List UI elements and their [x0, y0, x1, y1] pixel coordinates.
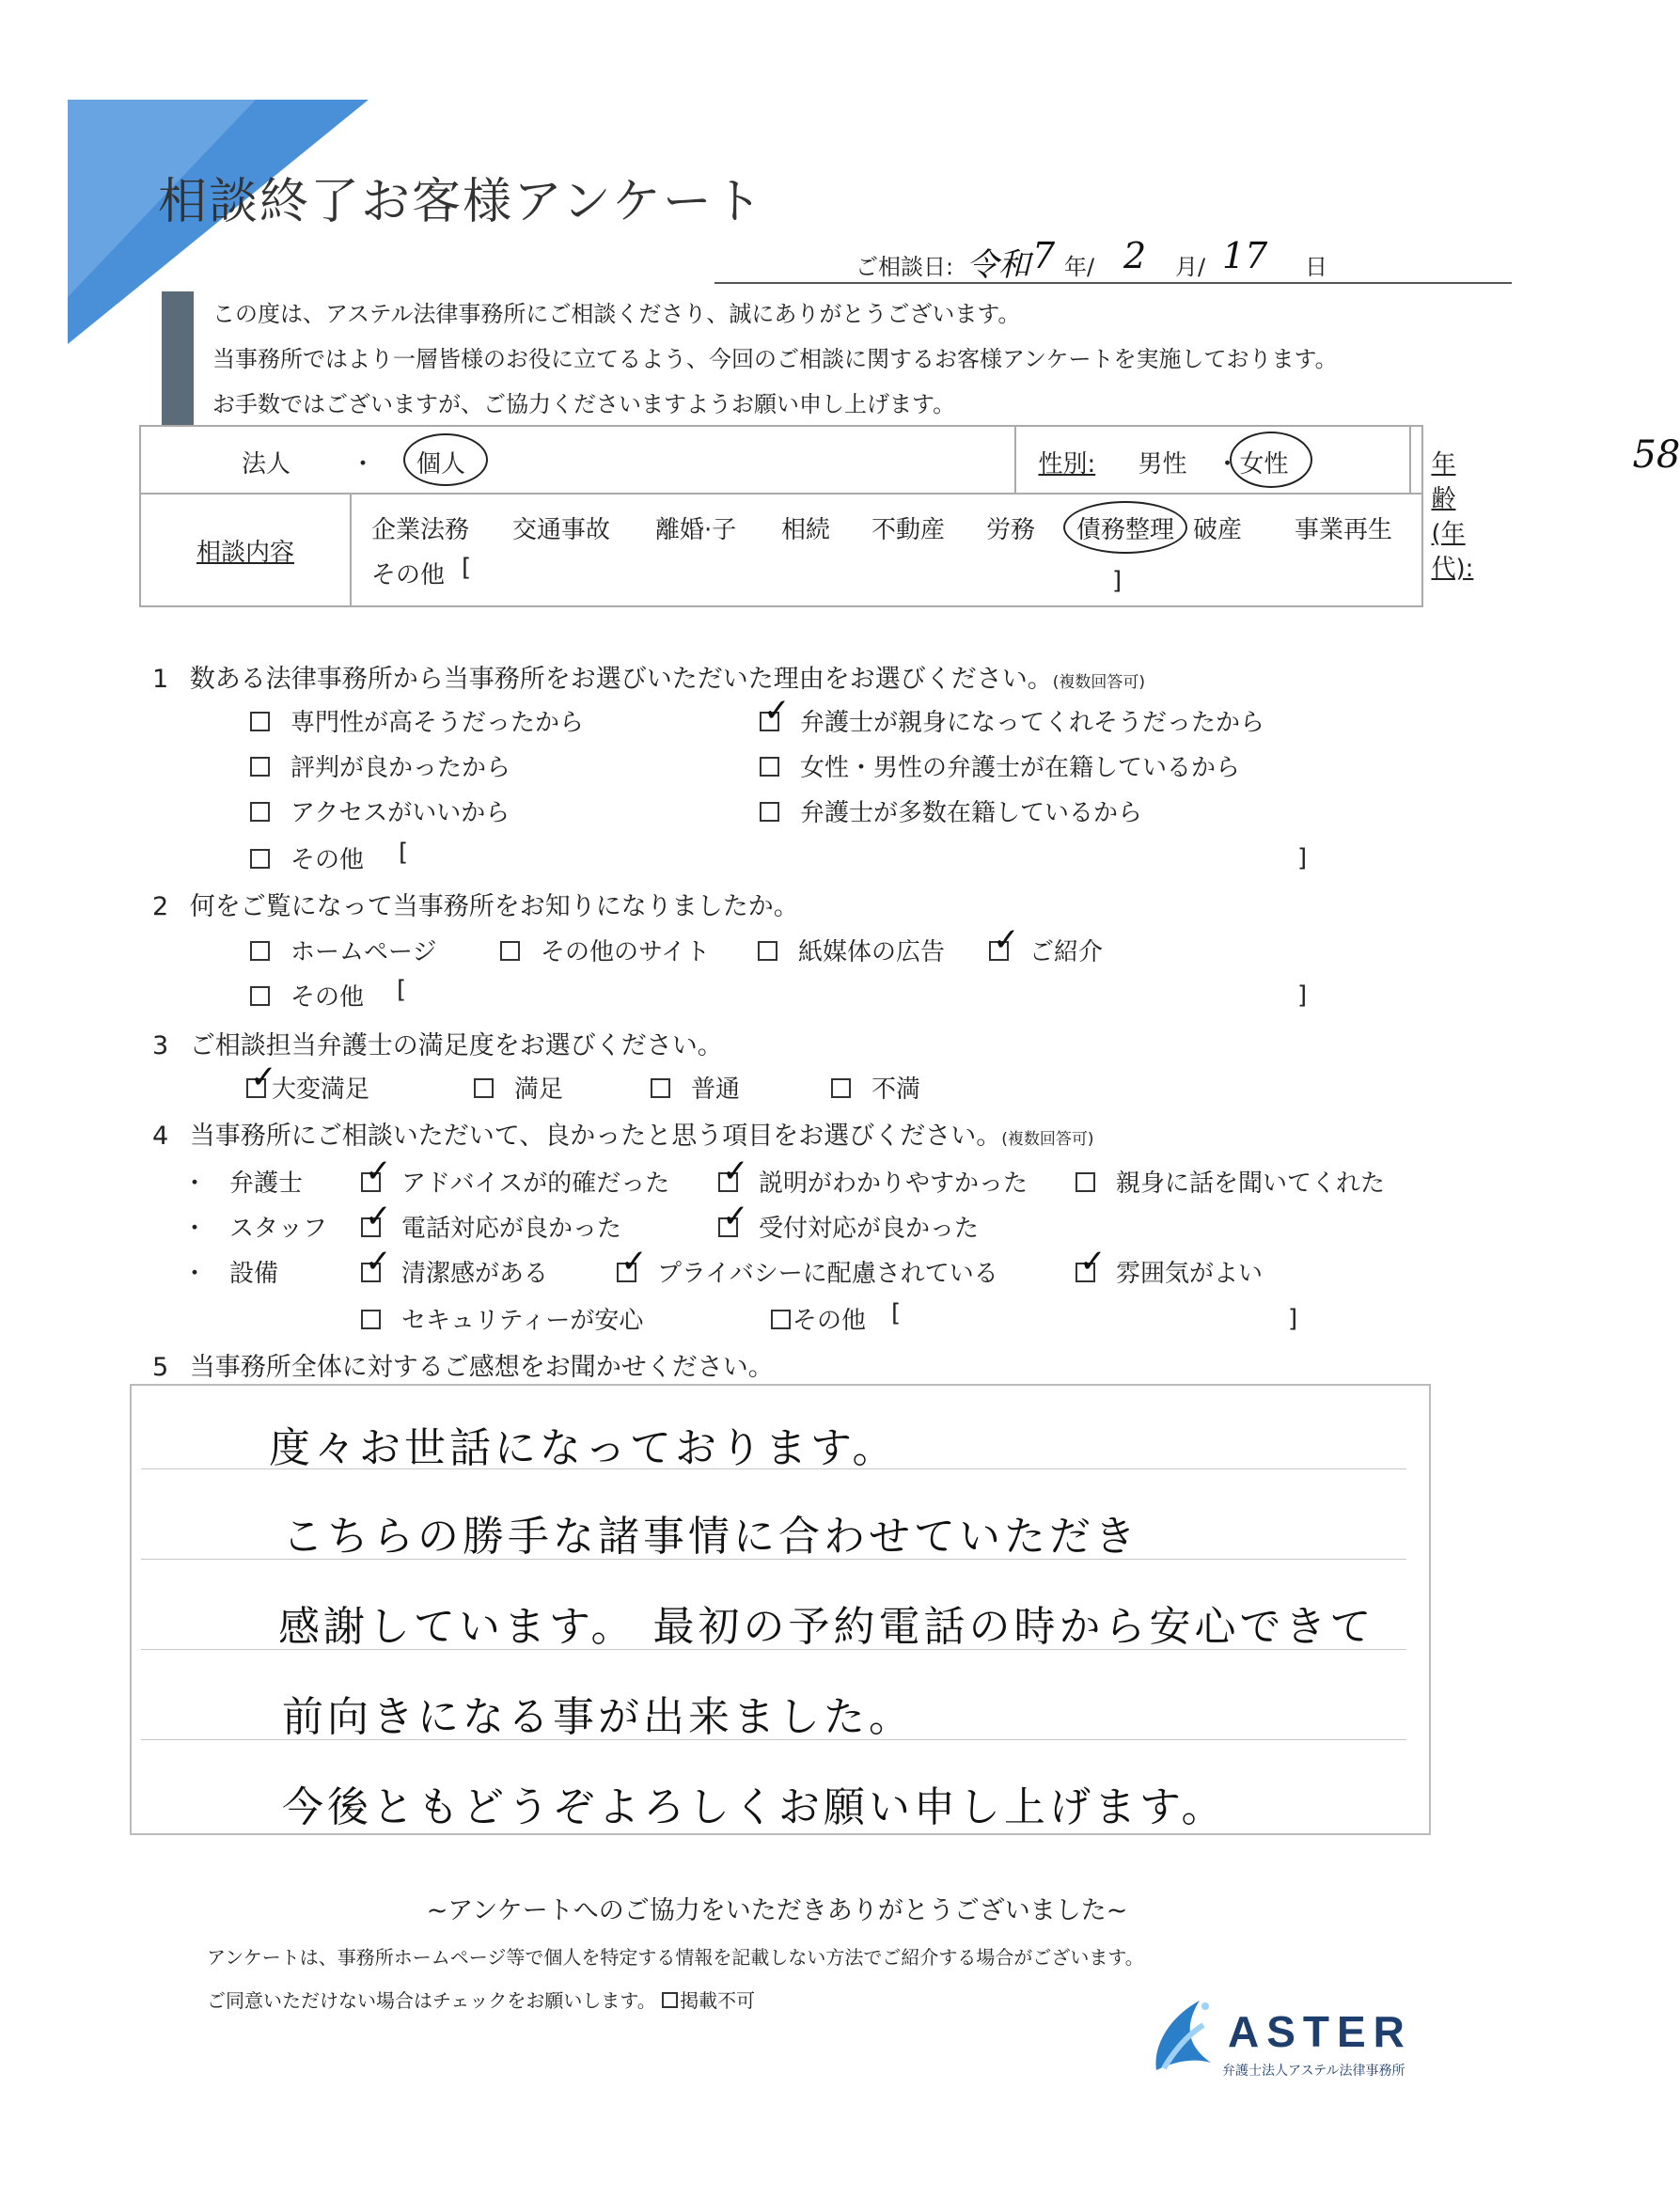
q4-facility-privacy[interactable] [617, 1254, 998, 1289]
option-label: 紙媒体の広告 [798, 938, 946, 966]
checkbox[interactable] [250, 802, 270, 822]
q2-other-open: [ [397, 976, 407, 1004]
checkbox[interactable] [760, 802, 779, 822]
date-year: 7 [1032, 235, 1056, 276]
q3-option-dissatisfied[interactable] [831, 1070, 920, 1105]
q2-option-other[interactable] [250, 978, 364, 1013]
comment-line-5: 今後ともどうぞよろしくお願い申し上げます。 [282, 1783, 1227, 1831]
q2-number: 2 [152, 892, 169, 921]
option-label: その他のサイト [541, 938, 711, 966]
category-divorce[interactable]: 離婚·子 [655, 516, 737, 544]
checkbox-checked[interactable] [1076, 1263, 1095, 1282]
gender-separator: ・ [1215, 450, 1240, 479]
checkbox[interactable] [250, 757, 270, 777]
q4-facility-atmosphere[interactable] [1076, 1254, 1263, 1289]
q2-option-referral[interactable] [989, 933, 1103, 967]
category-inheritance[interactable]: 相続 [781, 516, 831, 544]
q4-staff-reception[interactable] [718, 1209, 979, 1244]
q3-text: ご相談担当弁護士の満足度をお選びください。 [189, 1031, 723, 1060]
date-month: 2 [1123, 235, 1147, 276]
option-label: 受付対応が良かった [759, 1215, 980, 1243]
option-label: 満足 [514, 1075, 564, 1104]
comment-line-4: 前向きになる事が出来ました。 [282, 1693, 914, 1741]
q4-staff-phone[interactable] [361, 1209, 621, 1244]
respondent-info-table [139, 425, 1680, 607]
checkbox[interactable] [250, 941, 270, 961]
checkbox[interactable] [361, 1310, 381, 1329]
logo-subtitle: 弁護士法人アステル法律事務所 [1222, 2064, 1405, 2079]
male-option[interactable]: 男性 [1138, 450, 1187, 479]
footer-note-1: アンケートは、事務所ホームページ等で個人を特定する情報を記載しない方法でご紹介する場合がございます。 [207, 1946, 1144, 1969]
checkbox-checked[interactable] [718, 1217, 738, 1237]
gender-cell [1015, 426, 1410, 494]
consult-label-cell [140, 494, 351, 606]
q4-bullet-facility: ・ [182, 1260, 208, 1288]
q3-heading [152, 1025, 723, 1061]
female-option[interactable]: 女性 [1239, 450, 1289, 479]
entity-separator: ・ [351, 450, 376, 479]
q2-option-other-site[interactable] [500, 933, 710, 967]
q1-option-6[interactable] [760, 793, 1142, 828]
option-label: その他 [793, 1307, 867, 1335]
category-traffic[interactable]: 交通事故 [512, 516, 611, 544]
q4-text: 当事務所にご相談いただいて、良かったと思う項目をお選びください。 [189, 1122, 1002, 1151]
option-label: 弁護士が多数在籍しているから [800, 799, 1143, 827]
q4-facility-other[interactable] [771, 1301, 866, 1336]
q1-heading [152, 658, 1145, 695]
q2-text: 何をご覧になって当事務所をお知りになりましたか。 [189, 892, 799, 921]
logo-name: ASTER [1228, 2007, 1412, 2056]
aster-logo-icon [1143, 1997, 1218, 2081]
intro-line-3: お手数ではございますが、ご協力くださいますようお願い申し上げます。 [212, 391, 956, 417]
q1-option-5[interactable] [250, 793, 510, 828]
q1-other-open: [ [399, 839, 409, 867]
intro-line-1: この度は、アステル法律事務所にご相談くださり、誠にありがとうございます。 [212, 301, 1021, 327]
q1-note: (複数回答可) [1052, 673, 1146, 692]
q4-other-open: [ [891, 1299, 902, 1327]
q4-lawyer-advice[interactable] [361, 1164, 669, 1199]
intro-accent-bar [162, 291, 194, 427]
category-other[interactable]: その他 [371, 561, 446, 589]
option-label: ご紹介 [1029, 938, 1104, 966]
gender-label: 性別: [1038, 450, 1096, 479]
q1-option-2[interactable] [760, 703, 1264, 738]
category-other-close: ] [1112, 567, 1123, 595]
option-label: アドバイスが的確だった [401, 1170, 670, 1198]
category-real-estate[interactable]: 不動産 [871, 516, 946, 544]
entity-cell [140, 426, 1015, 494]
q5-number: 5 [152, 1353, 169, 1382]
option-label: 説明がわかりやすかった [759, 1170, 1028, 1198]
q4-facility-clean[interactable] [361, 1254, 548, 1289]
page-title: 相談終了お客様アンケート [158, 174, 764, 230]
checkbox-checked[interactable] [361, 1172, 381, 1192]
checkbox-checked[interactable] [989, 941, 1009, 961]
checkbox[interactable] [831, 1078, 851, 1098]
age-label: 年齢(年代): [1431, 450, 1474, 583]
date-day: 17 [1222, 235, 1268, 276]
q1-other-close: ] [1297, 844, 1308, 872]
q1-option-3[interactable] [250, 748, 510, 783]
q4-number: 4 [152, 1122, 169, 1151]
date-era: 令和 [966, 246, 1030, 284]
q4-lawyer-label: 弁護士 [229, 1170, 304, 1198]
kojin-option[interactable]: 個人 [416, 450, 466, 479]
q3-option-normal[interactable] [651, 1070, 740, 1105]
option-label: 清潔感がある [401, 1260, 549, 1288]
q2-option-print-ad[interactable] [758, 933, 945, 967]
footer-note-2-text: ご同意いただけない場合はチェックをお願いします。 [207, 1989, 656, 2012]
date-day-unit: 日 [1305, 254, 1327, 280]
checkbox[interactable] [250, 986, 270, 1006]
q4-note: (複数回答可) [1001, 1130, 1094, 1149]
q2-heading [152, 886, 799, 922]
consult-content-label: 相談内容 [196, 538, 294, 567]
option-label: 親身に話を聞いてくれた [1116, 1170, 1386, 1198]
q1-number: 1 [152, 665, 169, 694]
option-label: 専門性が高そうだったから [290, 709, 585, 737]
comment-line-1: 度々お世話になっております。 [269, 1424, 898, 1472]
checkbox-checked[interactable] [617, 1263, 636, 1282]
footer-note-2 [207, 1986, 755, 2013]
q1-option-4[interactable] [760, 748, 1240, 783]
checkbox[interactable] [760, 757, 779, 777]
category-debt[interactable]: 債務整理 [1076, 516, 1175, 544]
q4-bullet-staff: ・ [182, 1215, 208, 1243]
option-label: 評判が良かったから [290, 754, 511, 782]
q4-facility-security[interactable] [361, 1301, 643, 1336]
consult-date [714, 235, 1512, 284]
checkbox-checked[interactable] [246, 1078, 266, 1098]
q5-heading [152, 1346, 774, 1383]
category-labor[interactable]: 労務 [986, 516, 1036, 544]
option-label: 弁護士が親身になってくれそうだったから [800, 709, 1265, 737]
option-label: 電話対応が良かった [401, 1215, 622, 1243]
q4-heading [152, 1115, 1094, 1152]
q3-option-satisfied[interactable] [474, 1070, 563, 1105]
q1-option-1[interactable] [250, 703, 584, 738]
checkbox[interactable] [758, 941, 777, 961]
checkbox[interactable] [500, 941, 520, 961]
intro-line-2: 当事務所ではより一層皆様のお役に立てるよう、今回のご相談に関するお客様アンケートを実施しております。 [212, 346, 1338, 372]
age-value: 58 [1632, 433, 1680, 477]
option-label: 大変満足 [272, 1075, 370, 1104]
q4-other-close: ] [1288, 1305, 1298, 1333]
kojin-selected-circle [403, 433, 488, 486]
debt-selected-circle [1063, 501, 1187, 554]
option-label: 雰囲気がよい [1116, 1260, 1264, 1288]
category-other-open: [ [462, 554, 472, 582]
q2-option-homepage[interactable] [250, 933, 436, 967]
option-label: プライバシーに配慮されている [657, 1260, 998, 1288]
q4-lawyer-explanation[interactable] [718, 1164, 1028, 1199]
comment-line-2: こちらの勝手な諸事情に合わせていただき [282, 1513, 1139, 1561]
checkbox-checked[interactable] [718, 1172, 738, 1192]
q4-staff-label: スタッフ [229, 1215, 328, 1243]
checkbox-checked[interactable] [361, 1263, 381, 1282]
checkbox[interactable] [250, 849, 270, 869]
date-year-unit: 年/ [1064, 254, 1095, 280]
q3-number: 3 [152, 1031, 169, 1060]
q4-bullet-lawyer: ・ [182, 1170, 208, 1198]
female-selected-circle [1230, 432, 1312, 488]
checkbox-checked[interactable] [760, 712, 779, 731]
option-label: 普通 [691, 1075, 741, 1104]
option-label: セキュリティーが安心 [401, 1307, 644, 1335]
option-label: 女性・男性の弁護士が在籍しているから [800, 754, 1241, 782]
date-label: ご相談日: [856, 254, 954, 280]
option-label: その他 [290, 983, 365, 1012]
q3-option-very-satisfied[interactable] [246, 1070, 369, 1105]
category-bankruptcy[interactable]: 破産 [1193, 516, 1243, 544]
checkbox[interactable] [771, 1310, 791, 1329]
no-publish-checkbox[interactable] [662, 1992, 678, 2008]
option-label: アクセスがいいから [290, 799, 510, 827]
q2-other-close: ] [1297, 981, 1308, 1010]
consult-options-cell [351, 494, 1422, 606]
houjin-option[interactable]: 法人 [242, 450, 291, 479]
checkbox[interactable] [651, 1078, 670, 1098]
checkbox[interactable] [474, 1078, 494, 1098]
option-label: ホームページ [290, 938, 437, 966]
category-corporate[interactable]: 企業法務 [371, 516, 470, 544]
checkbox-checked[interactable] [361, 1217, 381, 1237]
q4-lawyer-listening[interactable] [1076, 1164, 1385, 1199]
checkbox[interactable] [1076, 1172, 1095, 1192]
comment-line-3: 感謝しています。 最初の予約電話の時から安心できて [278, 1603, 1375, 1651]
q5-text: 当事務所全体に対するご感想をお聞かせください。 [189, 1353, 774, 1382]
age-cell [1410, 426, 1680, 583]
footer-thanks: ~アンケートへのご協力をいただきありがとうございました~ [426, 1896, 1128, 1925]
q1-text: 数ある法律事務所から当事務所をお選びいただいた理由をお選びください。 [189, 665, 1053, 694]
q1-option-other[interactable] [250, 840, 364, 875]
option-label: 不満 [871, 1075, 921, 1104]
q4-facility-label: 設備 [229, 1260, 279, 1288]
category-rehabilitation[interactable]: 事業再生 [1295, 516, 1393, 544]
date-month-unit: 月/ [1175, 254, 1206, 280]
no-publish-label: 掲載不可 [680, 1989, 756, 2012]
checkbox[interactable] [250, 712, 270, 731]
option-label: その他 [290, 846, 365, 874]
